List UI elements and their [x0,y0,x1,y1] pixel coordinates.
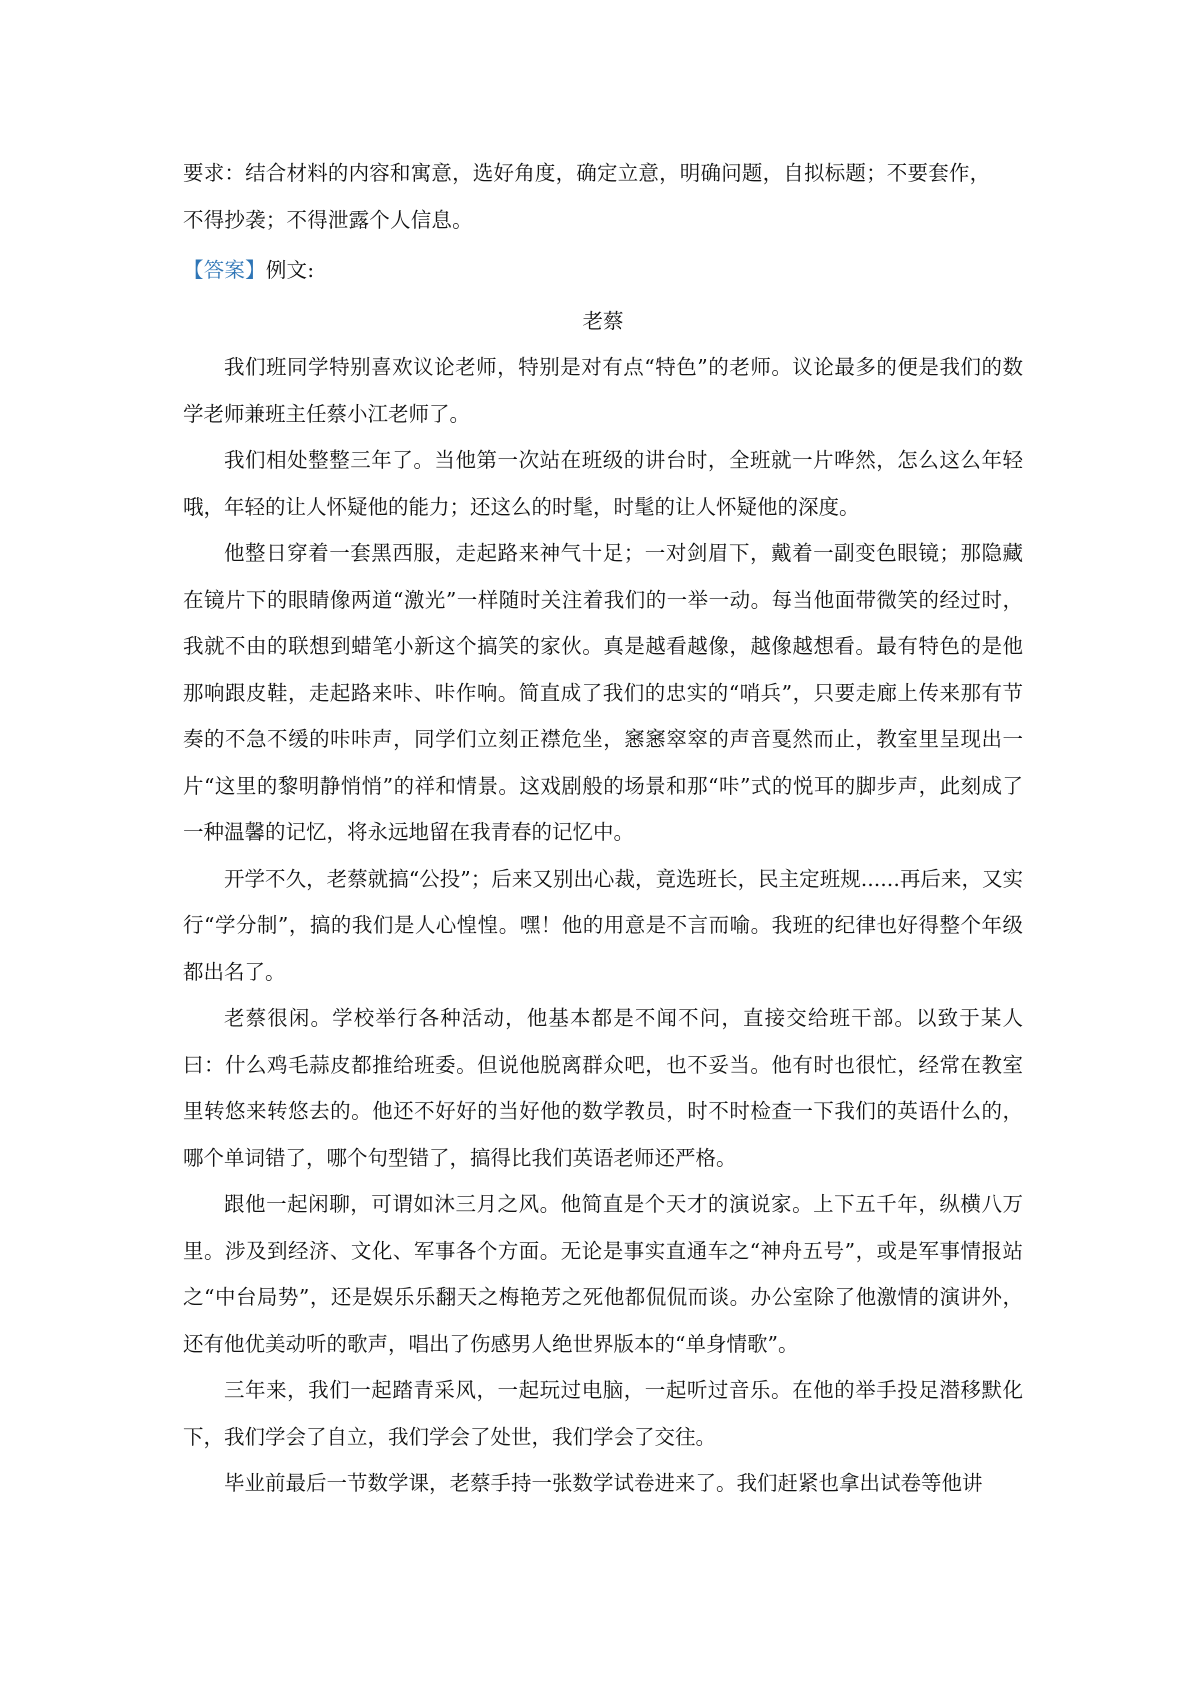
answer-tag: 【答案】 [183,258,266,282]
answer-line [183,247,1023,294]
requirement-line-2: 不得抄袭；不得泄露个人信息。 [183,207,473,232]
essay-title: 老蔡 [582,308,624,333]
essay-paragraph: 开学不久，老蔡就搞“公投”；后来又别出心裁，竟选班长，民主定班规......再后来，又实行“学分制”，搞的我们是人心惶惶。嘿！他的用意是不言而喻。我班的纪律也好得整个年级都出名了。 [183,866,1023,984]
essay-paragraph: 我们相处整整三年了。当他第一次站在班级的讲台时，全班就一片哗然，怎么这么年轻哦，年轻的让人怀疑他的能力；还这么的时髦，时髦的让人怀疑他的深度。 [183,448,1023,519]
answer-label: 例文: [265,258,315,282]
essay-paragraph: 他整日穿着一套黑西服，走起路来神气十足；一对剑眉下，戴着一副变色眼镜；那隐藏在镜片下的眼睛像两道“激光”一样随时关注着我们的一举一动。每当他面带微笑的经过时，我就不由的联想到蜡笔小新这个搞笑的家伙。真是越看越像，越像越想看。最有特色的是他那响跟皮鞋，走起路来咔、咔作响。简直成了我们的忠实的“哨兵”，只要走廊上传来那有节奏的不急不缓的咔咔声，同学们立刻正襟危坐，窸窸窣窣的声音戛然而止，教室里呈现出一片“这里的黎明静悄悄”的祥和情景。这戏剧般的场景和那“咔”式的悦耳的脚步声，此刻成了一种温馨的记忆，将永远地留在我青春的记忆中。 [183,541,1023,844]
essay-paragraph: 老蔡很闲。学校举行各种活动，他基本都是不闻不问，直接交给班干部。以致于某人曰：什么鸡毛蒜皮都推给班委。但说他脱离群众吧，也不妥当。他有时也很忙，经常在教室里转悠来转悠去的。他还不好好的当好他的数学教员，时不时检查一下我们的英语什么的，哪个单词错了，哪个句型错了，搞得比我们英语老师还严格。 [183,1006,1023,1170]
essay-paragraph: 三年来，我们一起踏青采风，一起玩过电脑，一起听过音乐。在他的举手投足潜移默化下，我们学会了自立，我们学会了处世，我们学会了交往。 [183,1378,1023,1449]
essay-paragraph: 跟他一起闲聊，可谓如沐三月之风。他简直是个天才的演说家。上下五千年，纵横八万里。涉及到经济、文化、军事各个方面。无论是事实直通车之“神舟五号”，或是军事情报站之“中台局势”，还是娱乐乐翻天之梅艳芳之死他都侃侃而谈。办公室除了他激情的演讲外，还有他优美动听的歌声，唱出了伤感男人绝世界版本的“单身情歌”。 [183,1192,1023,1356]
essay-paragraph: 我们班同学特别喜欢议论老师，特别是对有点“特色”的老师。议论最多的便是我们的数学老师兼班主任蔡小江老师了。 [183,355,1023,426]
essay-paragraph: 毕业前最后一节数学课，老蔡手持一张数学试卷进来了。我们赶紧也拿出试卷等他讲 [224,1471,983,1495]
requirement-line-1: 要求：结合材料的内容和寓意，选好角度，确定立意，明确问题，自拟标题；不要套作， [183,161,991,185]
document-page [183,150,1023,1507]
